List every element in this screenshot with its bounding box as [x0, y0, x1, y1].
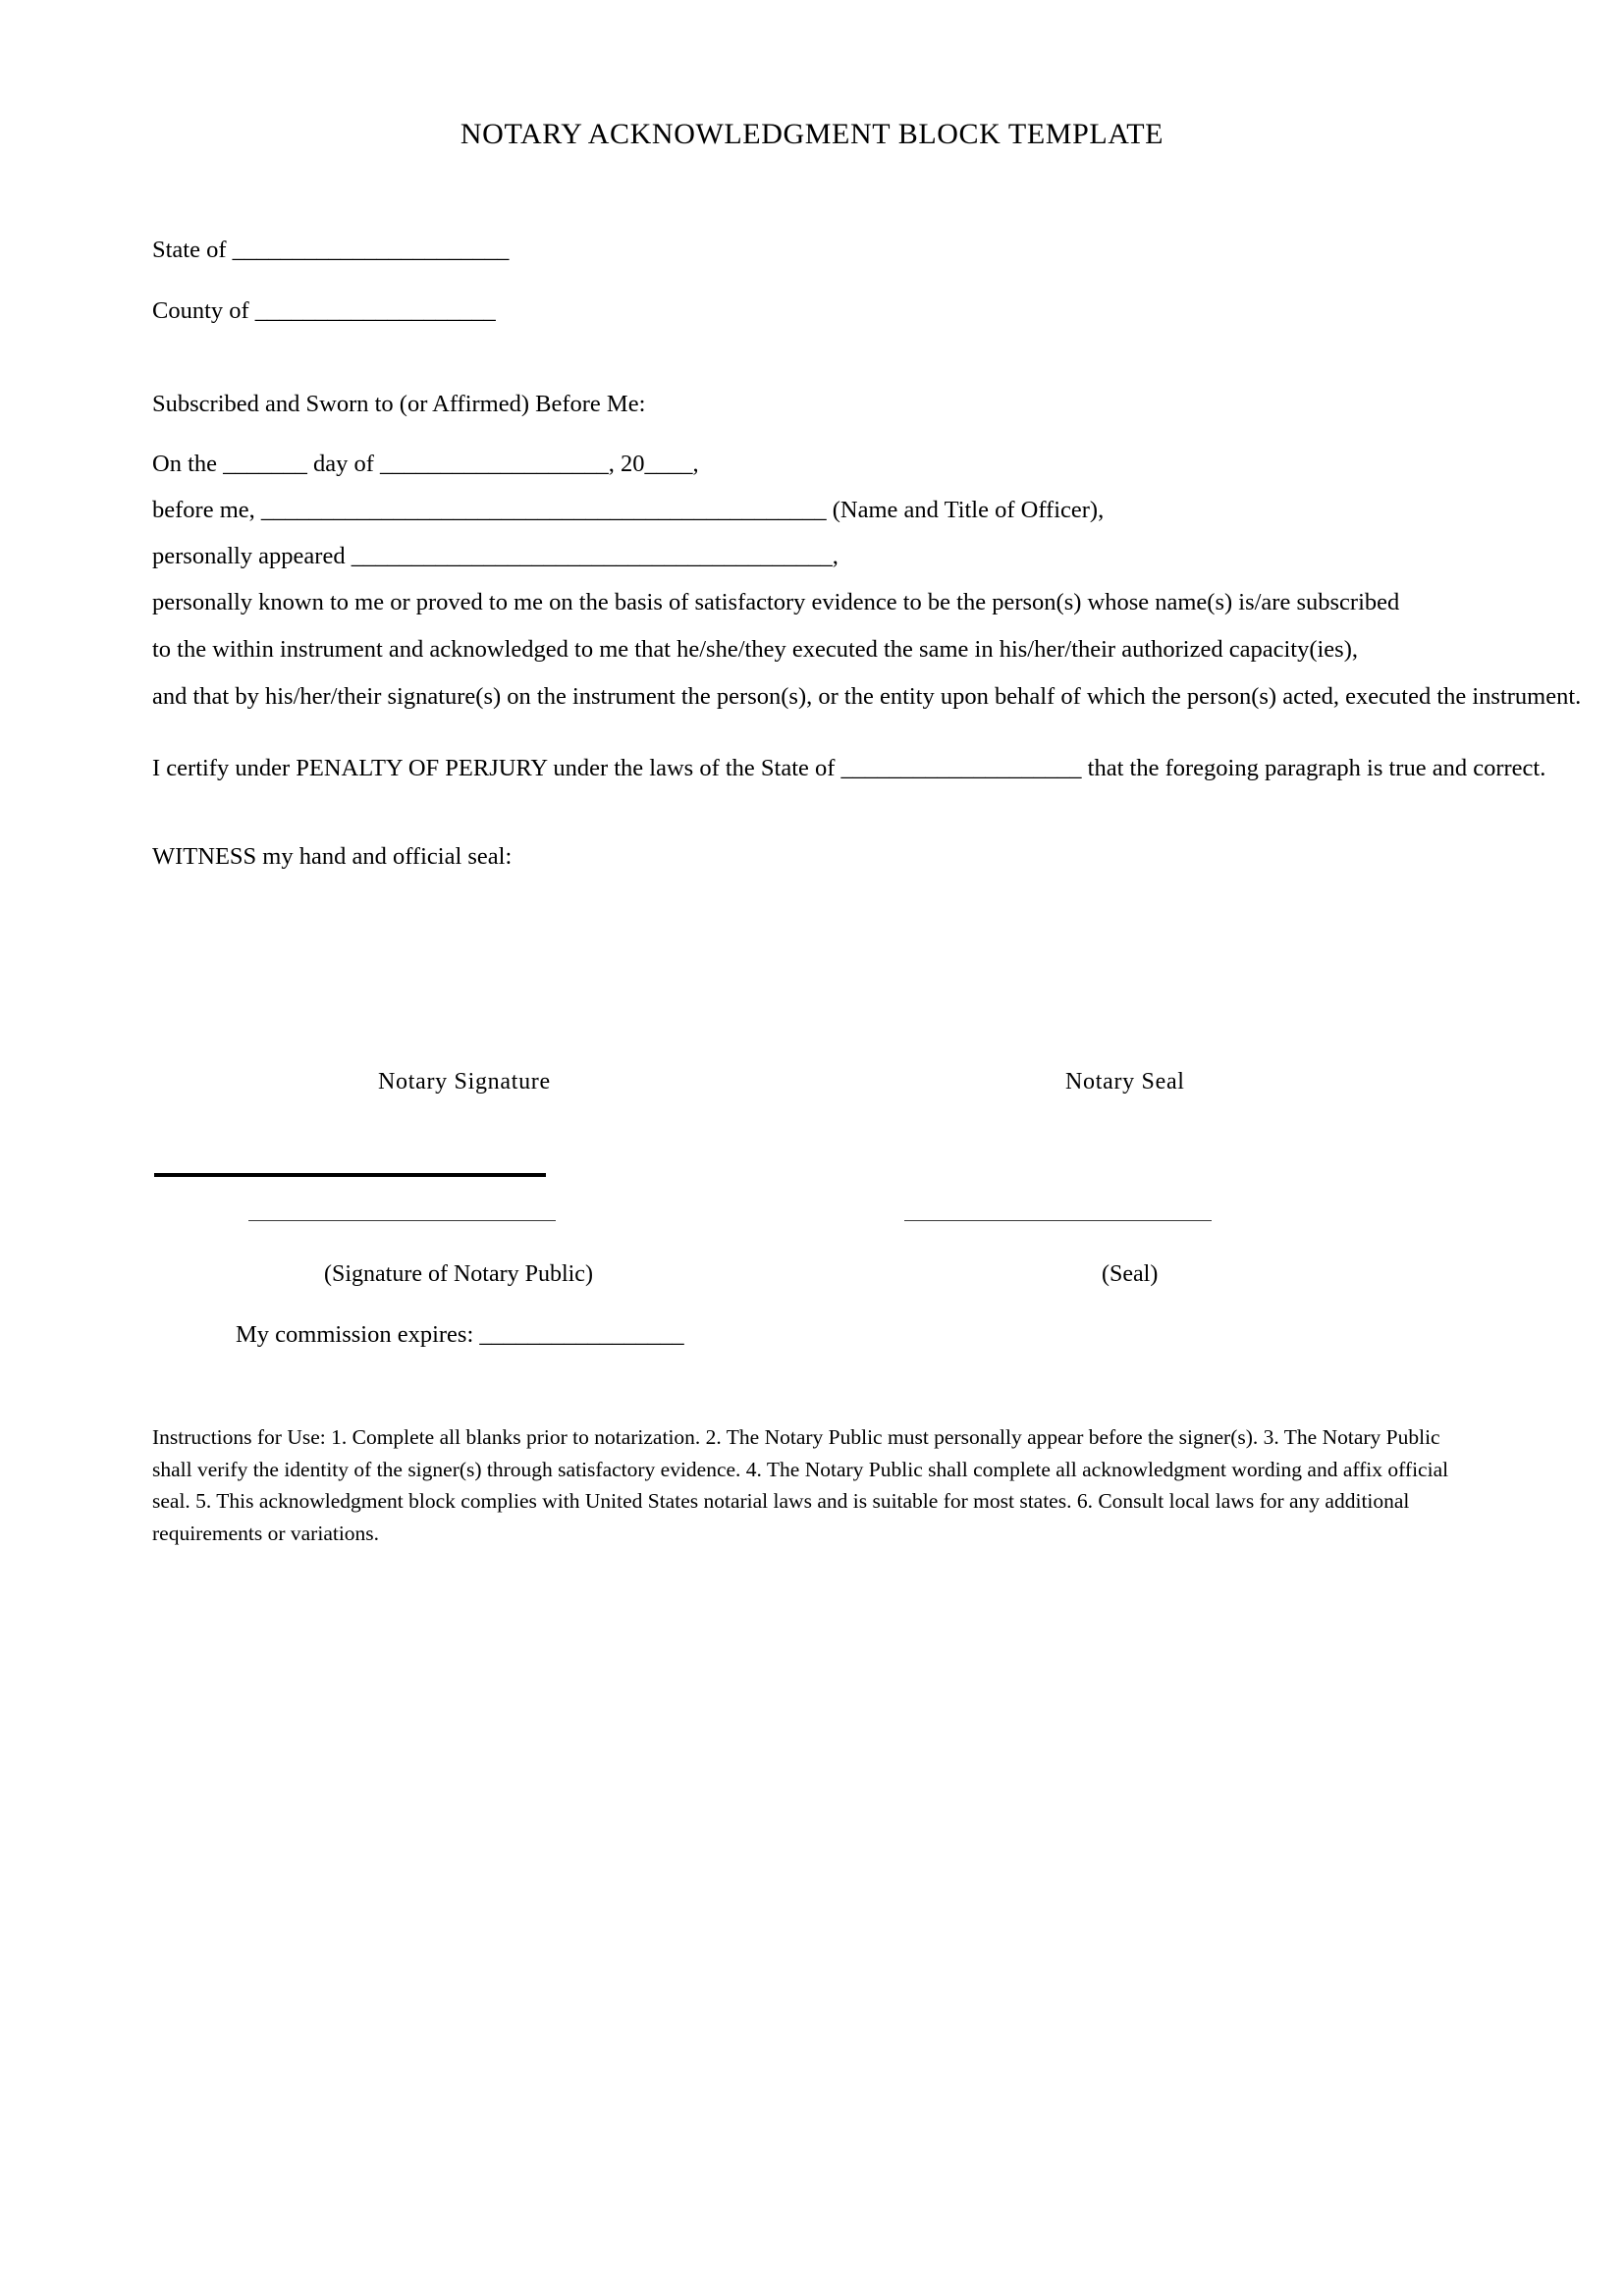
- signature-caption: (Signature of Notary Public): [324, 1261, 593, 1287]
- page-title: NOTARY ACKNOWLEDGMENT BLOCK TEMPLATE: [460, 118, 1164, 150]
- commission-expires-line: My commission expires: _________________: [236, 1321, 684, 1348]
- notary-signature-rule: [154, 1173, 546, 1177]
- witness-seal-line: WITNESS my hand and official seal:: [152, 843, 513, 870]
- state-of-field-line: State of _______________________: [152, 237, 510, 263]
- instructions-paragraph: Instructions for Use: 1. Complete all blanks prior to notarization. 2. The Notary Public must personally appear before the signer(s). 3. The Notary Public shall verify the identity of the signer(s) through satisfactory evidence. 4. The Notary Public shall complete all acknowledgment wording and affix official seal. 5. This acknowledgment block complies with United States notarial laws and is suitable for most states. 6. Consult local laws for any additional requirements or variations.: [152, 1425, 1449, 1546]
- notary-seal-label: Notary Seal: [1065, 1069, 1185, 1095]
- personally-appeared-field-line: personally appeared ________________________________________,: [152, 543, 839, 569]
- jurat-heading: Subscribed and Sworn to (or Affirmed) Before Me:: [152, 391, 646, 417]
- seal-caption: (Seal): [1102, 1261, 1159, 1287]
- notary-signature-label: Notary Signature: [378, 1069, 551, 1095]
- before-me-field-line: before me, _______________________________________________ (Name and Title of Officer),: [152, 497, 1105, 523]
- acknowledgment-body-line-2: to the within instrument and acknowledged to me that he/she/they executed the same in his/her/their authorized capacity(ies),: [152, 636, 1359, 663]
- county-of-field-line: County of ____________________: [152, 297, 496, 324]
- acknowledgment-body-line-3: and that by his/her/their signature(s) on the instrument the person(s), or the entity upon behalf of which the person(s) acted, executed the instrument.: [152, 683, 1582, 710]
- seal-underline: [904, 1220, 1212, 1221]
- date-field-line: On the _______ day of ___________________, 20____,: [152, 451, 699, 477]
- acknowledgment-body-line-1: personally known to me or proved to me on the basis of satisfactory evidence to be the person(s) whose name(s) is/are subscribed: [152, 589, 1400, 615]
- signature-underline: [248, 1220, 556, 1221]
- penalty-of-perjury-line: I certify under PENALTY OF PERJURY under the laws of the State of ____________________ that the foregoing paragraph is true and correct.: [152, 755, 1546, 781]
